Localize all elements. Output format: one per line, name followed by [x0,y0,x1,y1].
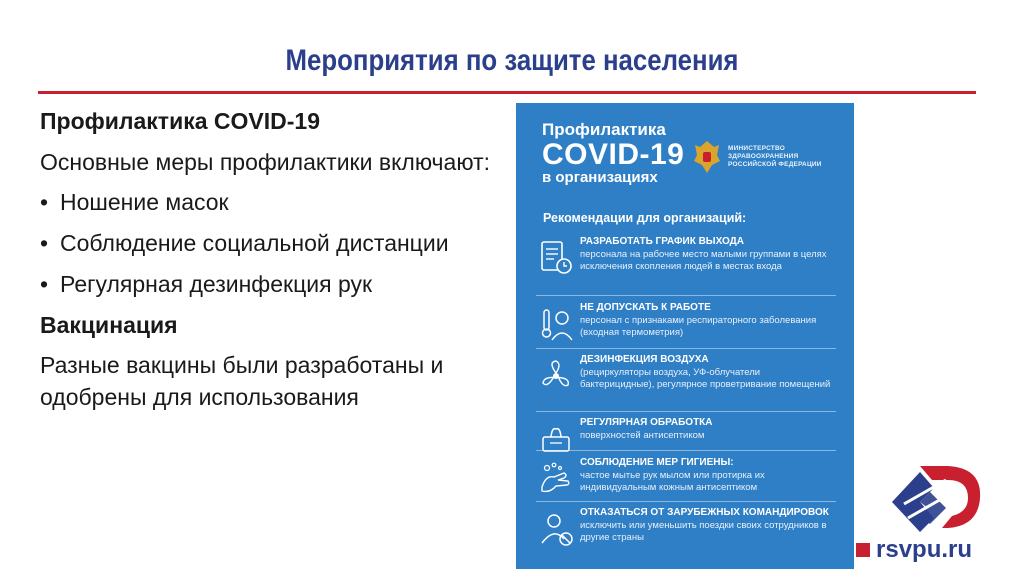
poster-item-title: РЕГУЛЯРНАЯ ОБРАБОТКА [580,417,713,428]
poster-item [538,236,838,292]
poster-item-desc: персонал с признаками респираторного заболевания (входная термометрия) [580,314,817,338]
ministry-line: ЗДРАВООХРАНЕНИЯ [728,153,799,161]
poster-title-line3: в организациях [542,169,658,187]
site-bullet-icon [856,543,870,557]
poster-item-desc: частое мытье рук мылом или протирка их индивидуальным кожным антисептиком [580,469,765,493]
thermometer-person-icon [538,304,574,344]
poster-divider [536,411,836,412]
poster-item-text [580,302,836,339]
left-text-column [40,106,510,423]
title-divider [38,91,976,94]
list-item-label: Регулярная дезинфекция рук [60,270,373,297]
list-item [40,228,510,260]
bullet-icon: • [40,270,49,297]
ministry-line: РОССИЙСКОЙ ФЕДЕРАЦИИ [728,161,822,169]
fan-icon [538,356,574,396]
poster-divider [536,501,836,502]
recommendations-heading: Рекомендации для организаций: [543,211,747,225]
measures-list [40,187,510,300]
poster-item-title: ОТКАЗАТЬСЯ ОТ ЗАРУБЕЖНЫХ КОМАНДИРОВОК [580,507,829,518]
poster-item [538,457,838,513]
heading-vaccination: Вакцинация [40,311,178,338]
hand-washing-icon [538,459,574,499]
poster-item-text [580,507,836,544]
poster-item-text [580,354,836,391]
poster-item-text [580,236,836,273]
poster-divider [536,295,836,296]
poster-item-desc: (рециркуляторы воздуха, УФ-облучатели бактерицидные), регулярное проветривание помещений [580,366,831,390]
poster-item [538,507,838,563]
poster-item-desc: персонала на рабочее место малыми группами в целях исключения скопления людей в местах входа [580,248,827,272]
list-item [40,187,510,219]
poster-item [538,354,838,410]
poster-item-title: ДЕЗИНФЕКЦИЯ ВОЗДУХА [580,354,709,365]
slide-title: Мероприятия по защите населения [285,44,739,77]
covid-poster [516,103,854,569]
list-item [40,269,510,301]
poster-item-text [580,417,836,442]
poster-item-title: РАЗРАБОТАТЬ ГРАФИК ВЫХОДА [580,236,744,247]
poster-item-text [580,457,836,494]
bullet-icon: • [40,230,49,257]
poster-title-line2: COVID-19 [542,137,685,171]
schedule-clipboard-icon [538,238,574,278]
list-item-label: Соблюдение социальной дистанции [60,230,449,257]
poster-item-desc: исключить или уменьшить поездки своих сотрудников в другие страны [580,519,827,543]
closing-text: Разные вакцины были разработаны и одобрены для использования [40,352,444,411]
poster-item-title: СОБЛЮДЕНИЕ МЕР ГИГИЕНЫ: [580,457,734,468]
poster-divider [536,450,836,451]
poster-item-desc: поверхностей антисептиком [580,429,705,441]
list-item-label: Ношение масок [60,189,229,216]
rsvpu-logo-icon [890,466,982,536]
bullet-icon: • [40,189,49,216]
person-cancel-icon [538,509,574,549]
poster-title [542,121,684,186]
poster-divider [536,348,836,349]
wipes-box-icon [538,419,574,459]
intro-text: Основные меры профилактики включают: [40,148,491,175]
site-url: rsvpu.ru [876,536,973,563]
poster-item-title: НЕ ДОПУСКАТЬ К РАБОТЕ [580,302,711,313]
poster-item [538,302,838,358]
coat-of-arms-icon [692,139,722,175]
ministry-line: МИНИСТЕРСТВО [728,145,785,152]
poster-title-line1: Профилактика [542,120,666,139]
ministry-label [728,145,822,169]
heading-covid-prevention: Профилактика COVID-19 [40,108,320,134]
